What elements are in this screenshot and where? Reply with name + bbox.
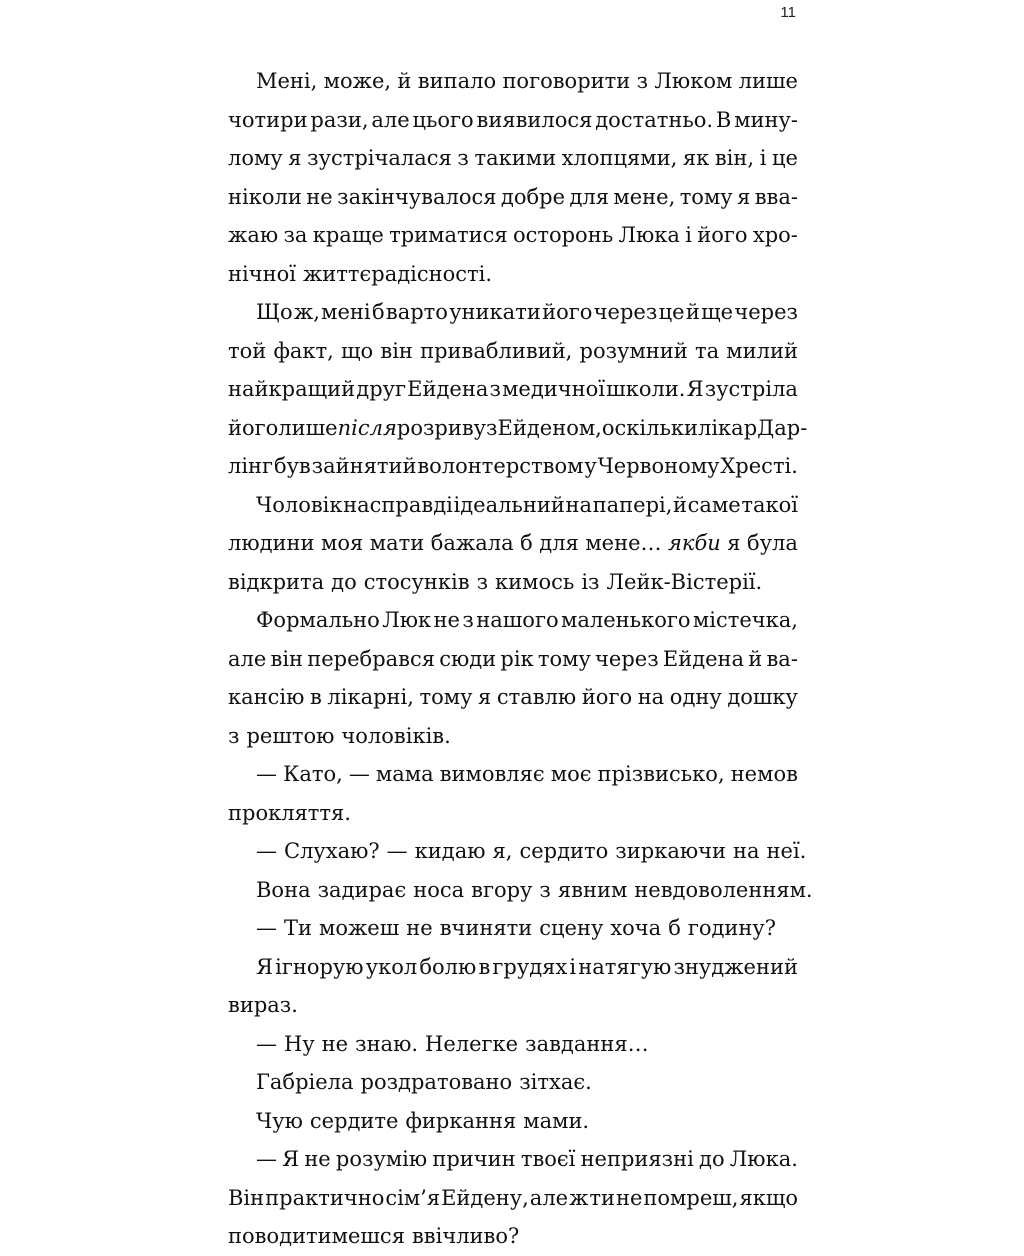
text-line: людини моя мати бажала б для мене… якби я була: [228, 531, 798, 555]
text-line: лому я зустрічалася з такими хлопцями, як він, і це: [228, 146, 798, 170]
text-line: — Ну не знаю. Нелегке завдання…: [256, 1031, 649, 1056]
text-line: — Ти можеш не вчиняти сцену хоча б годину?: [256, 916, 777, 940]
text-line: його лише після розриву з Ейденом, оскільки лікар Дар-: [228, 415, 808, 440]
text-line: чотири рази, але цього виявилося достатньо. В мину-: [228, 107, 798, 132]
text-line: Вона задирає носа вгору з явним невдоволенням.: [256, 877, 813, 902]
text-line: але він перебрався сюди рік тому через Ейдена й ва-: [228, 646, 798, 671]
text-line: Чоловік насправді ідеальний на папері, й саме такої: [256, 492, 798, 517]
text-line: з рештою чоловіків.: [228, 723, 451, 748]
text-line: Що ж, мені б варто уникати його через це й ще через: [256, 300, 798, 324]
text-line: прокляття.: [228, 800, 351, 825]
text-line: кансію в лікарні, тому я ставлю його на одну дошку: [228, 685, 798, 709]
text-line: відкрита до стосунків з кимось із Лейк-Вістерії.: [228, 569, 763, 594]
text-line: ніколи не закінчувалося добре для мене, тому я вва-: [228, 184, 798, 209]
text-line: найкращий друг Ейдена з медичної школи. Я зустріла: [228, 377, 798, 401]
text-line: поводитимешся ввічливо?: [228, 1224, 520, 1248]
text-line: Чую сердите фиркання мами.: [256, 1108, 590, 1133]
body-text: [228, 62, 813, 1256]
text-line: Мені, може, й випало поговорити з Люком лише: [256, 69, 798, 93]
text-line: вираз.: [228, 993, 298, 1017]
text-line: — Слухаю? — кидаю я, сердито зиркаючи на неї.: [256, 839, 807, 863]
text-line: Він практично сім’я Ейдену, але ж ти не помреш, якщо: [228, 1185, 798, 1210]
text-line: Я ігнорую укол болю в грудях і натягую знуджений: [256, 954, 798, 979]
text-line: — Я не розумію причин твоєї неприязні до Люка.: [256, 1147, 798, 1171]
text-line: нічної життєрадісності.: [228, 261, 493, 286]
text-line: жаю за краще триматися осторонь Люка і його хро-: [228, 223, 798, 247]
text-line: лінг був зайнятий волонтерством у Червоному Хресті.: [228, 454, 798, 478]
text-line: — Като, — мама вимовляє моє прізвисько, немов: [256, 762, 798, 786]
page-number: 11: [780, 4, 796, 21]
text-line: той факт, що він привабливий, розумний та милий: [228, 338, 798, 363]
text-line: Габріела роздратовано зітхає.: [256, 1070, 592, 1094]
text-line: Формально Люк не з нашого маленького містечка,: [256, 608, 798, 632]
